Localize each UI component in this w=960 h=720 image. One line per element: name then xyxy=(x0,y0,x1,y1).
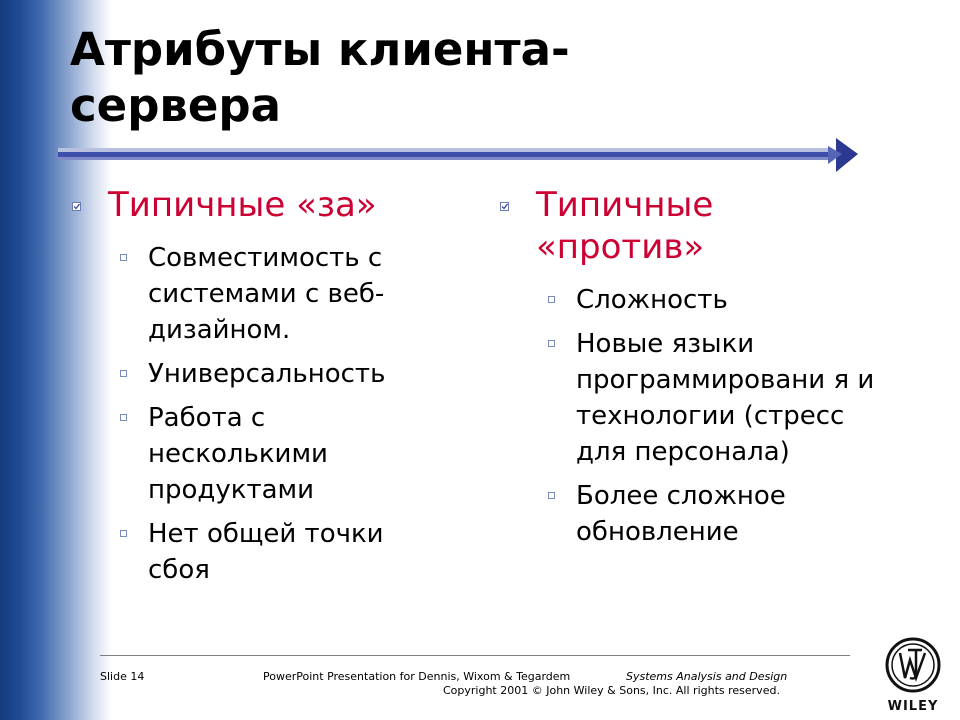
small-square-bullet-icon xyxy=(548,296,555,303)
list-item-text: Универсальность xyxy=(148,359,386,389)
list-item xyxy=(500,478,890,550)
wiley-logo-icon xyxy=(883,636,943,714)
small-square-bullet-icon xyxy=(548,492,555,499)
cons-heading-text: Типичные «против» xyxy=(536,185,714,267)
slide-title-line-2: сервера xyxy=(70,79,281,132)
presentation-credit: PowerPoint Presentation for Dennis, Wixom & Tegardem xyxy=(263,670,571,683)
pros-column xyxy=(72,184,452,596)
list-item xyxy=(72,516,452,588)
slide-title-line-1: Атрибуты клиента- xyxy=(70,23,570,76)
list-item-text: Сложность xyxy=(576,285,728,315)
cons-list xyxy=(500,282,890,550)
list-item-text: Более сложное обновление xyxy=(576,481,786,547)
pros-list xyxy=(72,240,452,588)
book-title: Systems Analysis and Design xyxy=(626,670,788,683)
list-item xyxy=(72,356,452,392)
list-item-text: Нет общей точки сбоя xyxy=(148,519,384,585)
list-item xyxy=(72,240,452,348)
cons-heading xyxy=(500,184,890,268)
pros-heading-text: Типичные «за» xyxy=(108,185,377,225)
pros-heading xyxy=(72,184,452,226)
small-square-bullet-icon xyxy=(120,414,127,421)
list-item xyxy=(72,400,452,508)
cons-column xyxy=(500,184,890,558)
arrow-rule-icon xyxy=(58,136,858,176)
checkbox-bullet-icon xyxy=(72,202,81,211)
list-item-text: Работа с несколькими продуктами xyxy=(148,403,328,505)
small-square-bullet-icon xyxy=(120,370,127,377)
copyright-notice: Copyright 2001 © John Wiley & Sons, Inc. All rights reserved. xyxy=(443,684,780,697)
slide-title xyxy=(70,22,890,134)
small-square-bullet-icon xyxy=(120,530,127,537)
list-item xyxy=(500,326,890,470)
list-item xyxy=(500,282,890,318)
logo-wordmark: WILEY xyxy=(887,699,939,714)
wiley-seal-icon xyxy=(883,636,943,696)
footer-divider xyxy=(100,655,850,656)
checkbox-bullet-icon xyxy=(500,202,509,211)
list-item-text: Новые языки программировани я и технологии (стресс для персонала) xyxy=(576,329,875,467)
slide-number: Slide 14 xyxy=(100,670,145,683)
small-square-bullet-icon xyxy=(548,340,555,347)
list-item-text: Совместимость с системами с веб-дизайном. xyxy=(148,243,385,345)
small-square-bullet-icon xyxy=(120,254,127,261)
